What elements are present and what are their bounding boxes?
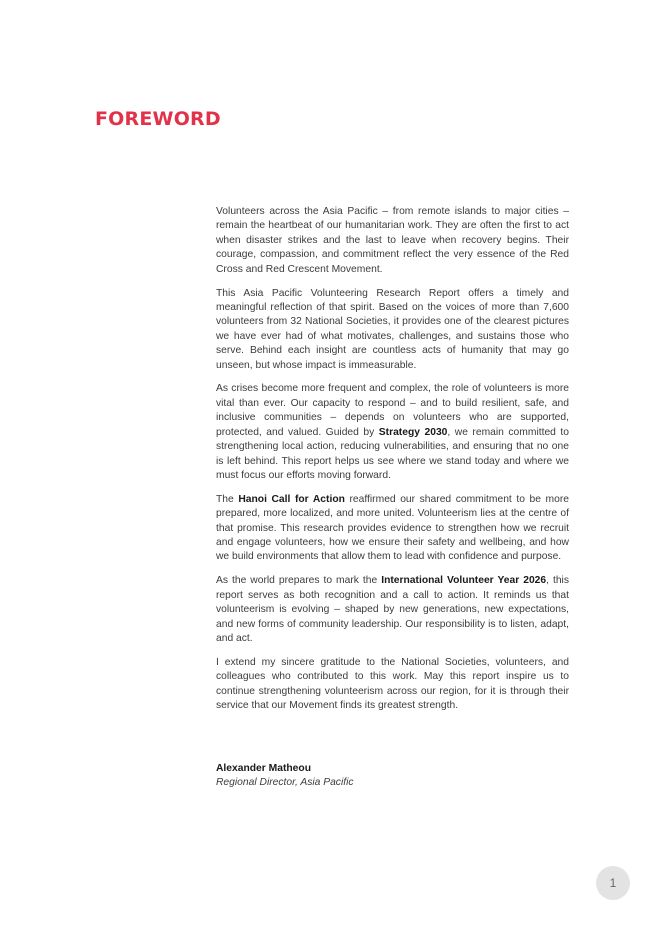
hanoi-call-emphasis: Hanoi Call for Action bbox=[238, 493, 345, 505]
paragraph-4 bbox=[216, 493, 569, 565]
page-title: FOREWORD bbox=[95, 108, 221, 130]
paragraph-5-text-after: , this report serves as both recognition and a call to action. It reminds us that volunteerism is evolving – shaped by new generations, new expectations, and new forms of community leadership. Our responsibility is to listen, adapt, and act. bbox=[216, 575, 569, 644]
paragraph-3 bbox=[216, 382, 569, 483]
paragraph-4-text-after: reaffirmed our shared commitment to be more prepared, more localized, and more united. Volunteerism lies at the centre of that promise. This research provides evidence to strengthen how we recruit and engage volunteers, how we ensure their safety and wellbeing, and how we build environments that allow them to lead with confidence and purpose. bbox=[216, 493, 569, 563]
paragraph-5-text-before: As the world prepares to mark the bbox=[216, 575, 382, 587]
page-number-badge: 1 bbox=[596, 866, 630, 900]
paragraph-1: Volunteers across the Asia Pacific – from remote islands to major cities – remain the heartbeat of our humanitarian work. They are often the first to act when disaster strikes and the last to leave when recovery begins. Their courage, compassion, and commitment reflect the very essence of the Red Cross and Red Crescent Movement. bbox=[216, 206, 569, 275]
signature-block bbox=[216, 762, 569, 791]
paragraph-3-text-after: , we remain committed to strengthening local action, reducing vulnerabilities, and ensuring that no one is left behind. This report helps us see where we stand today and where we must focus our efforts moving forward. bbox=[216, 426, 569, 481]
strategy-2030-emphasis: Strategy 2030 bbox=[378, 426, 448, 438]
signatory-name: Alexander Matheou bbox=[216, 763, 311, 774]
paragraph-5 bbox=[216, 574, 569, 646]
paragraph-4-text-before: The bbox=[216, 493, 239, 505]
paragraph-6: I extend my sincere gratitude to the National Societies, volunteers, and colleagues who contributed to this work. May this report inspire us to continue strengthening volunteerism across our region, for it is through their service that our Movement finds its greatest strength. bbox=[216, 656, 569, 712]
foreword-body bbox=[216, 205, 569, 723]
signatory-role: Regional Director, Asia Pacific bbox=[216, 777, 354, 789]
paragraph-3-text-before: As crises become more frequent and complex, the role of volunteers is more vital than ever. Our capacity to respond – and to build resilient, safe, and inclusive communities – depends on volunteers who are supported, protected, and valued. Guided by bbox=[216, 383, 569, 438]
paragraph-2: This Asia Pacific Volunteering Research Report offers a timely and meaningful reflection of that spirit. Based on the voices of more than 7,600 volunteers from 32 National Societies, it provides one of the clearest pictures we have ever had of what motivates, challenges, and sustains those who serve. Behind each insight are countless acts of humanity that may go unseen, but whose impact is immeasurable. bbox=[216, 287, 569, 371]
volunteer-year-emphasis: International Volunteer Year 2026 bbox=[381, 575, 547, 587]
